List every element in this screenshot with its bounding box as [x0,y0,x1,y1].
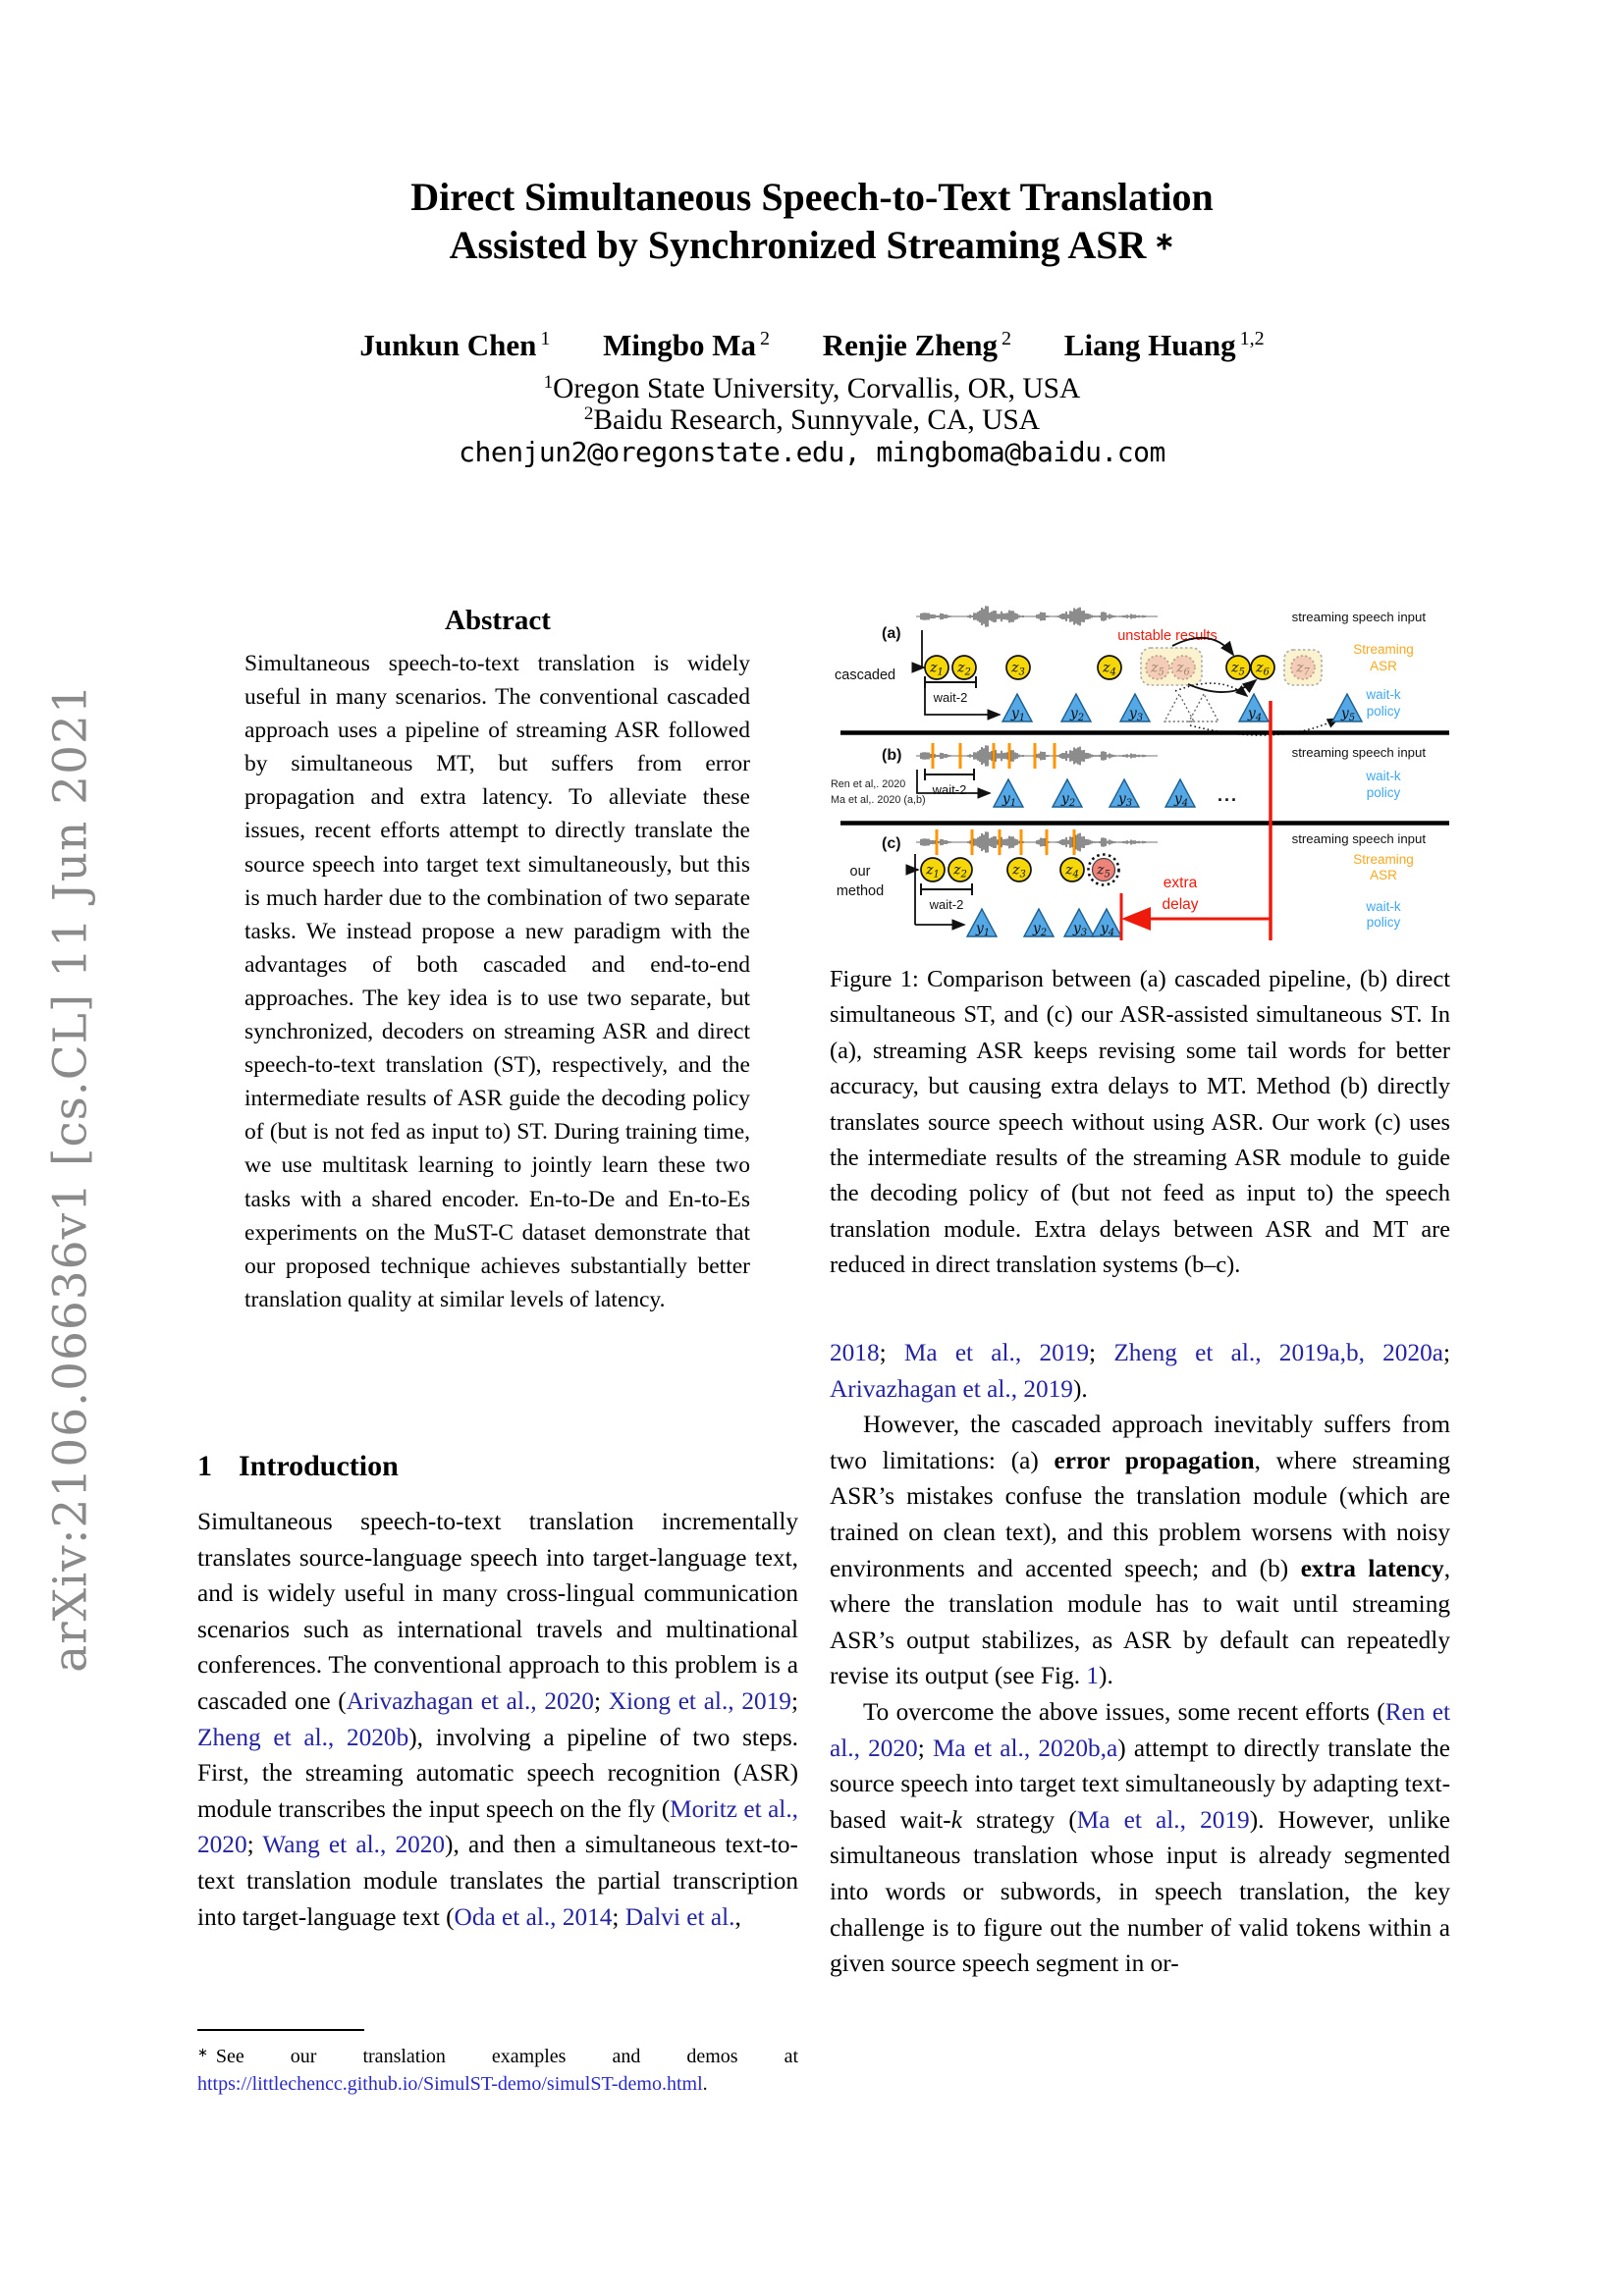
our-method-label: our [849,864,871,880]
ren-citation-label: Ren et al,. 2020 [831,778,906,790]
figure-panel-b [831,743,1426,809]
panel-a-label: (a) [882,625,901,642]
arrow-wave-to-asr-a [922,630,924,667]
author-line [0,328,1624,363]
legend-waitk-policy-c: wait-k [1366,899,1401,914]
figure-panel-a [835,606,1426,735]
panel-a-stream-label: streaming speech input [1291,610,1426,624]
svg-text:y3: $y_3$ [1072,921,1088,938]
svg-text:y3: $y_3$ [1117,791,1133,809]
panel-c-stream-label: streaming speech input [1291,831,1426,846]
figure-1-svg [827,601,1455,948]
wait2-label-b: wait-2 [932,782,967,797]
wait2-bracket-b [925,769,974,780]
svg-text:z5: $z_5$ [1231,660,1245,678]
svg-text:y1: $y_1$ [1010,706,1026,723]
svg-text:z1: $z_1$ [930,660,944,678]
svg-text:y2: $y_2$ [1069,706,1085,723]
svg-text:y5: $y_5$ [1340,706,1356,723]
section-heading-introduction: 1 Introduction [197,1450,399,1482]
svg-text:z5: $z_5$ [1151,660,1164,678]
svg-text:ASR: ASR [1370,868,1397,882]
wait2-bracket-c [921,883,972,895]
svg-text:y1: $y_1$ [1001,791,1017,809]
svg-text:delay: delay [1162,896,1199,913]
abstract-text: Simultaneous speech-to-text translation is widely useful in many scenarios. The conventional cascaded approach uses a pipeline of streaming ASR followed by simultaneous MT, but suffers from error propagation and extra latency. To alleviate these issues, recent efforts attempt to directly translate the source speech into target text simultaneously, but this is much harder due to the combination of two separate tasks. We instead propose a new paradigm with the advantages of both cascaded and end-to-end approaches. The key idea is to use two separate, but synchronized, decoders on streaming ASR and direct speech-to-text translation (ST), respectively, and the intermediate results of ASR guide the decoding policy of (but is not fed as input to) ST. During training time, we use multitask learning to jointly learn these two tasks with a shared encoder. En-to-De and En-to-Es experiments on the MuST-C dataset demonstrate that our proposed technique achieves substantially better translation quality at similar levels of latency. [244,651,750,1312]
svg-text:method: method [836,883,885,899]
svg-text:y4: $y_4$ [1173,791,1189,809]
paragraph-recent-efforts: To overcome the above issues, some recent efforts (Ren et al., 2020; Ma et al., 2020b,a) attempt to directly translate the source speech into target text simultaneously by adapting text-based wait-k strategy (Ma et al., 2019). However, unlike simultaneous translation whose input is already segmented into words or subwords, in speech translation, the key challenge is to figure out the number of valid tokens within a given source speech segment in or- [830,1697,1451,1978]
waveform-b [917,745,1157,766]
svg-text:policy: policy [1366,915,1401,930]
svg-text:y4: $y_4$ [1100,921,1115,938]
cascaded-label: cascaded [835,667,896,683]
waveform-c [917,831,1157,852]
panel-b-label: (b) [882,747,902,764]
svg-text:policy: policy [1366,785,1401,800]
svg-text:y3: $y_3$ [1128,706,1144,723]
ellipsis-b: ... [1218,785,1239,805]
paragraph-limitations: However, the cascaded approach inevitably suffers from two limitations: (a) error propagation, where streaming ASR’s mistakes confuse the translation module (which are trained on clean text), and this problem worsens with noisy environments and accented speech; and (b) extra latency, where the translation module has to wait until streaming ASR’s output stabilizes, as ASR by default can repeatedly revise its output (see Fig. 1). [830,1411,1451,1690]
wait2-label-c: wait-2 [929,897,964,912]
svg-text:z5: $z_5$ [1097,862,1110,881]
svg-text:z7: $z_7$ [1296,660,1310,678]
abstract-heading: Abstract [445,605,551,636]
figure-1-caption: Figure 1: Comparison between (a) cascaded pipeline, (b) direct simultaneous ST, and (c) our ASR-assisted simultaneous ST. In (a), streaming ASR keeps revising some tail words for better accuracy, but causing extra delays to MT. Method (b) directly translates source speech without using ASR. Our work (c) uses the intermediate results of the streaming ASR module to guide the decoding policy of (but not feed as input to) the speech translation module. Extra delays between ASR and MT are reduced in direct translation systems (b–c). [830,966,1450,1279]
svg-text:z3: $z_3$ [1012,862,1026,881]
title-line2: Assisted by Synchronized Streaming ASR [449,223,1147,267]
svg-text:y2: $y_2$ [1032,921,1048,938]
wait2-label-a: wait-2 [933,690,968,705]
svg-text:z6: $z_6$ [1176,660,1190,678]
svg-text:y2: $y_2$ [1060,791,1076,809]
figure-1 [827,601,1455,948]
title-line1: Direct Simultaneous Speech-to-Text Translation [410,175,1214,219]
legend-streaming-asr-a: Streaming [1353,642,1414,657]
svg-text:z4: $z_4$ [1065,862,1079,881]
figure-panel-c [837,829,1427,940]
svg-text:policy: policy [1366,704,1401,719]
svg-text:y1: $y_1$ [975,921,991,938]
author-3: Renjie Zheng $^2$ [822,328,1012,362]
footnote-rule [197,2029,364,2031]
arxiv-watermark: arXiv:2106.06636v1 [cs.CL] 11 Jun 2021 [43,683,98,1673]
svg-text:ASR: ASR [1370,659,1397,673]
svg-text:z1: $z_1$ [926,862,940,881]
waveform-a [917,606,1157,626]
legend-streaming-asr-c: Streaming [1353,852,1414,867]
author-2: Mingbo Ma $^2$ [603,328,771,362]
svg-text:z6: $z_6$ [1256,660,1270,678]
svg-text:z3: $z_3$ [1011,660,1025,678]
extra-delay-label: extra [1163,875,1198,891]
unstable-results-label: unstable results [1117,628,1218,644]
author-emails: chenjun2@oregonstate.edu, mingboma@baidu.com [459,436,1165,468]
paper-title [0,175,1624,268]
mt-tokens-b [994,779,1195,809]
paragraph-citations-cont: 2018; Ma et al., 2019; Zheng et al., 2019a,b, 2020a; Arivazhagan et al., 2019). [830,1339,1450,1403]
affiliation-2: $^2$Baidu Research, Sunnyvale, CA, USA [583,403,1041,436]
svg-text:z4: $z_4$ [1103,660,1116,678]
panel-c-label: (c) [882,835,901,852]
introduction-text: Simultaneous speech-to-text translation incrementally translates source-language speech into target-language text, and is widely useful in many cross-lingual communication scenarios such as international travels and multinational conferences. The conventional approach to this problem is a cascaded one (Arivazhagan et al., 2020; Xiong et al., 2019; Zheng et al., 2020b), involving a pipeline of two steps. First, the streaming automatic speech recognition (ASR) module transcribes the input speech on the fly (Moritz et al., 2020; Wang et al., 2020), and then a simultaneous text-to-text translation module translates the partial transcription into target-language text (Oda et al., 2014; Dalvi et al., [197,1508,798,1931]
legend-waitk-policy-b: wait-k [1366,769,1401,783]
svg-text:y4: $y_4$ [1247,706,1263,723]
svg-text:z2: $z_2$ [957,660,971,678]
legend-waitk-policy-a: wait-k [1366,687,1401,702]
footnote-url-link[interactable]: https://littlechencc.github.io/SimulST-demo/simulST-demo.html [197,2072,703,2095]
author-4: Liang Huang $^{1,2}$ [1063,328,1265,362]
panel-b-stream-label: streaming speech input [1291,745,1426,760]
author-1: Junkun Chen $^1$ [359,328,551,362]
footnote: ∗ See our translation examples and demos at https://littlechencc.github.io/SimulST-demo/simulST-demo.html. [197,2045,798,2095]
footnote-marker: ∗ [197,2045,208,2059]
column-2-text [830,1335,1450,1982]
svg-text:Ma et al,. 2020 (a,b): Ma et al,. 2020 (a,b) [831,794,926,806]
affiliation-1: $^1$Oregon State University, Corvallis, OR, USA [543,372,1081,404]
svg-text:z2: $z_2$ [953,862,967,881]
title-footnote-star: ∗ [1154,229,1175,255]
